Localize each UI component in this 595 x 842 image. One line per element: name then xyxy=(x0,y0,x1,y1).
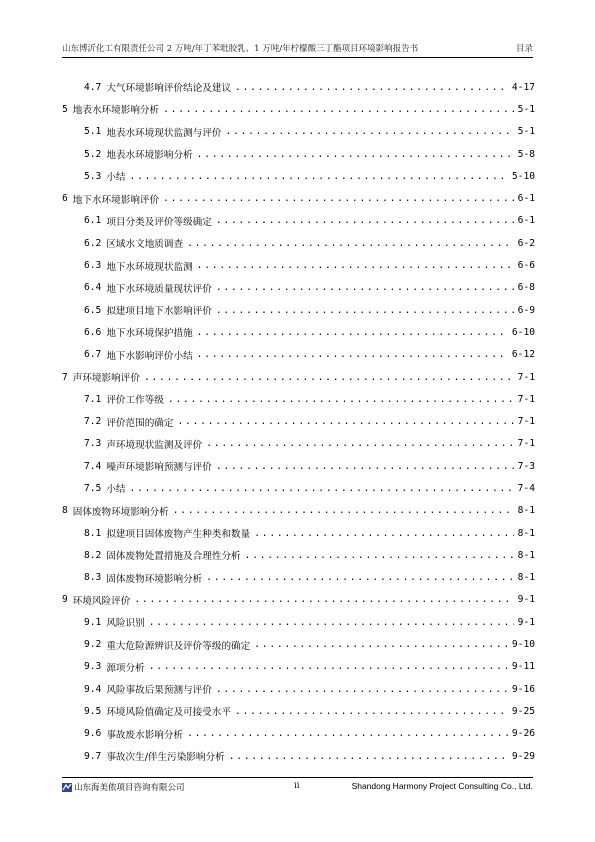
toc-entry-title: 固体废物环境影响分析 xyxy=(106,573,203,585)
toc-entry-number: 7.1 xyxy=(84,393,102,405)
toc-entry-page: 6-1 xyxy=(517,193,535,205)
toc-entry-page: 7-3 xyxy=(517,460,535,472)
toc-entry-number: 6.6 xyxy=(84,326,102,338)
header-divider xyxy=(62,57,533,58)
toc-entry-title: 项目分类及评价等级确定 xyxy=(106,216,212,228)
toc-entry-title: 评价范围的确定 xyxy=(106,417,174,429)
toc-entry[interactable] xyxy=(62,254,535,276)
toc-leader-dots xyxy=(245,550,514,561)
toc-entry-page: 7-1 xyxy=(517,371,535,383)
company-logo-icon xyxy=(62,783,72,792)
toc-entry-title: 固体废物环境影响分析 xyxy=(72,506,169,518)
toc-entry[interactable] xyxy=(62,589,535,611)
toc-entry-page: 9-25 xyxy=(511,705,535,717)
toc-leader-dots xyxy=(130,171,508,182)
toc-leader-dots xyxy=(134,594,513,605)
toc-entry-number: 6.3 xyxy=(84,260,102,272)
toc-entry-number: 8.2 xyxy=(84,549,102,561)
toc-entry-title: 噪声环境影响预测与评价 xyxy=(106,462,212,474)
toc-entry-number: 9.3 xyxy=(84,661,102,673)
toc-entry-page: 9-1 xyxy=(517,594,535,606)
toc-entry-page: 6-2 xyxy=(517,237,535,249)
toc-entry-title: 拟建项目地下水影响评价 xyxy=(106,306,212,318)
toc-entry-title: 小结 xyxy=(106,484,126,496)
toc-entry[interactable] xyxy=(62,745,535,767)
toc-leader-dots xyxy=(197,349,508,360)
footer-company-name: 山东海美侬项目咨询有限公司 xyxy=(74,783,185,793)
toc-entry-page: 6-9 xyxy=(517,304,535,316)
toc-entry-number: 6.2 xyxy=(84,237,102,249)
toc-entry[interactable] xyxy=(62,410,535,432)
toc-leader-dots xyxy=(216,461,514,472)
toc-entry-number: 5.2 xyxy=(84,148,102,160)
toc-leader-dots xyxy=(149,617,514,628)
toc-entry-number: 7.5 xyxy=(84,482,102,494)
toc-entry-number: 6.1 xyxy=(84,215,102,227)
toc-entry-page: 8-1 xyxy=(517,505,535,517)
toc-entry-number: 6.4 xyxy=(84,282,102,294)
page-header xyxy=(62,42,533,58)
toc-leader-dots xyxy=(254,639,508,650)
toc-entry-page: 5-8 xyxy=(517,148,535,160)
toc-entry[interactable] xyxy=(62,98,535,120)
toc-entry-number: 9 xyxy=(62,594,68,606)
toc-entry[interactable] xyxy=(62,700,535,722)
footer-company xyxy=(62,781,185,793)
toc-entry[interactable] xyxy=(62,277,535,299)
toc-entry-number: 9.7 xyxy=(84,750,102,762)
toc-leader-dots xyxy=(254,528,513,539)
toc-entry-number: 5.3 xyxy=(84,170,102,182)
toc-entry-page: 9-11 xyxy=(511,661,535,673)
toc-entry-title: 源项分析 xyxy=(106,662,145,674)
toc-entry-page: 9-29 xyxy=(511,750,535,762)
toc-leader-dots xyxy=(197,149,514,160)
toc-entry-title: 区域水文地质调查 xyxy=(106,239,184,251)
toc-entry-page: 5-1 xyxy=(517,103,535,115)
toc-leader-dots xyxy=(163,193,514,204)
toc-entry-title: 重大危险源辨识及评价等级的确定 xyxy=(106,640,251,652)
toc-entry-page: 9-1 xyxy=(517,616,535,628)
toc-entry-title: 拟建项目固体废物产生种类和数量 xyxy=(106,529,251,541)
toc-leader-dots xyxy=(177,416,513,427)
footer-company-english: Shandong Harmony Project Consulting Co., Ltd. xyxy=(351,781,533,791)
toc-entry-number: 7.2 xyxy=(84,416,102,428)
toc-entry[interactable] xyxy=(62,522,535,544)
toc-entry-number: 9.4 xyxy=(84,683,102,695)
toc-entry-page: 6-12 xyxy=(511,349,535,361)
toc-entry-title: 声环境影响评价 xyxy=(72,373,140,384)
toc-entry-page: 6-10 xyxy=(511,326,535,338)
toc-leader-dots xyxy=(163,104,514,115)
toc-entry-page: 8-1 xyxy=(517,549,535,561)
toc-leader-dots xyxy=(206,438,513,449)
toc-entry-number: 9.2 xyxy=(84,639,102,651)
section-name: 目录 xyxy=(515,44,533,54)
toc-entry[interactable] xyxy=(62,187,535,209)
toc-entry-page: 4-17 xyxy=(511,81,535,93)
toc-entry-title: 环境风险值确定及可接受水平 xyxy=(106,707,232,719)
toc-entry-number: 7 xyxy=(62,371,68,383)
toc-entry[interactable] xyxy=(62,567,535,589)
toc-entry[interactable] xyxy=(62,656,535,678)
toc-entry-title: 地表水环境影响分析 xyxy=(72,105,160,117)
toc-entry-title: 固体废物处置措施及合理性分析 xyxy=(106,551,241,563)
toc-entry[interactable] xyxy=(62,633,535,655)
toc-leader-dots xyxy=(216,282,514,293)
toc-entry-page: 5-1 xyxy=(517,126,535,138)
toc-leader-dots xyxy=(149,661,508,672)
toc-entry-page: 7-1 xyxy=(517,393,535,405)
page-number: ii xyxy=(294,781,300,791)
toc-leader-dots xyxy=(225,126,513,137)
toc-leader-dots xyxy=(206,572,513,583)
toc-entry-page: 6-1 xyxy=(517,215,535,227)
toc-entry-page: 7-4 xyxy=(517,482,535,494)
toc-leader-dots xyxy=(235,82,508,93)
toc-entry[interactable] xyxy=(62,210,535,232)
page-footer xyxy=(62,781,533,795)
toc-leader-dots xyxy=(168,394,514,405)
toc-entry-page: 8-1 xyxy=(517,572,535,584)
toc-entry-title: 小结 xyxy=(106,172,126,184)
toc-entry-number: 9.6 xyxy=(84,728,102,740)
toc-entry-title: 事故废水影响分析 xyxy=(106,729,184,741)
toc-leader-dots xyxy=(229,751,508,762)
toc-entry[interactable] xyxy=(62,723,535,745)
footer-divider xyxy=(62,777,533,778)
toc-entry-page: 9-16 xyxy=(511,683,535,695)
toc-leader-dots xyxy=(216,305,514,316)
toc-entry-number: 8.3 xyxy=(84,572,102,584)
toc-entry-page: 9-26 xyxy=(511,728,535,740)
toc-entry[interactable] xyxy=(62,143,535,165)
toc-entry-title: 风险事故后果预测与评价 xyxy=(106,685,212,697)
toc-entry-page: 6-8 xyxy=(517,282,535,294)
toc-entry-title: 地表水环境现状监测与评价 xyxy=(106,127,222,139)
toc-leader-dots xyxy=(197,327,508,338)
toc-entry-number: 7.4 xyxy=(84,460,102,472)
toc-entry-title: 环境风险评价 xyxy=(72,595,131,607)
toc-entry-number: 9.5 xyxy=(84,705,102,717)
toc-entry-title: 地下水环境保护措施 xyxy=(106,328,193,340)
toc-entry-number: 6 xyxy=(62,193,68,205)
toc-entry[interactable] xyxy=(62,344,535,366)
toc-entry[interactable] xyxy=(62,232,535,254)
toc-entry[interactable] xyxy=(62,121,535,143)
toc-leader-dots xyxy=(187,238,514,249)
toc-leader-dots xyxy=(216,684,508,695)
toc-entry-number: 8 xyxy=(62,505,68,517)
toc-entry-title: 地下水环境质量现状评价 xyxy=(106,283,212,295)
toc-entry-title: 地下水环境现状监测 xyxy=(106,261,193,273)
toc-entry-title: 大气环境影响评价结论及建议 xyxy=(106,83,232,95)
toc-entry-number: 6.5 xyxy=(84,304,102,316)
toc-entry[interactable] xyxy=(62,455,535,477)
toc-entry-page: 9-10 xyxy=(511,639,535,651)
toc-entry-number: 6.7 xyxy=(84,349,102,361)
toc-entry-page: 7-1 xyxy=(517,416,535,428)
toc-entry[interactable] xyxy=(62,678,535,700)
toc-leader-dots xyxy=(130,483,514,494)
toc-leader-dots xyxy=(187,728,508,739)
document-title: 山东博沂化工有限责任公司 2 万吨/年丁苯吡胶乳、1 万吨/年柠檬酸三丁酯项目环境影响报告书 xyxy=(62,44,419,54)
toc-entry-page: 7-1 xyxy=(517,438,535,450)
toc-entry-title: 声环境现状监测及评价 xyxy=(106,439,203,451)
toc-entry[interactable] xyxy=(62,544,535,566)
toc-entry-number: 7.3 xyxy=(84,438,102,450)
toc-leader-dots xyxy=(235,706,508,717)
toc-leader-dots xyxy=(173,505,514,516)
toc-entry[interactable] xyxy=(62,165,535,187)
toc-leader-dots xyxy=(216,215,514,226)
toc-entry-number: 5 xyxy=(62,103,68,115)
toc-entry-title: 评价工作等级 xyxy=(106,395,164,407)
toc-entry-number: 4.7 xyxy=(84,81,102,93)
toc-leader-dots xyxy=(197,260,514,271)
toc-entry-page: 8-1 xyxy=(517,527,535,539)
toc-entry[interactable] xyxy=(62,366,535,388)
toc-entry-title: 地表水环境影响分析 xyxy=(106,150,193,162)
toc-entry-title: 事故次生/伴生污染影响分析 xyxy=(106,752,225,764)
toc-entry-page: 5-10 xyxy=(511,170,535,182)
toc-entry-page: 6-6 xyxy=(517,260,535,272)
toc-entry-title: 风险识别 xyxy=(106,618,145,630)
toc-entry[interactable] xyxy=(62,299,535,321)
toc-entry[interactable] xyxy=(62,611,535,633)
toc-entry-number: 8.1 xyxy=(84,527,102,539)
toc-entry-title: 地下水环境影响评价 xyxy=(72,194,160,206)
toc-entry[interactable] xyxy=(62,500,535,522)
toc-entry[interactable] xyxy=(62,388,535,410)
table-of-contents xyxy=(62,76,535,767)
toc-leader-dots xyxy=(144,372,514,383)
toc-entry[interactable] xyxy=(62,76,535,98)
toc-entry[interactable] xyxy=(62,321,535,343)
toc-entry-number: 9.1 xyxy=(84,616,102,628)
toc-entry-title: 地下水影响评价小结 xyxy=(106,350,193,362)
toc-entry[interactable] xyxy=(62,433,535,455)
toc-entry-number: 5.1 xyxy=(84,126,102,138)
toc-entry[interactable] xyxy=(62,477,535,499)
